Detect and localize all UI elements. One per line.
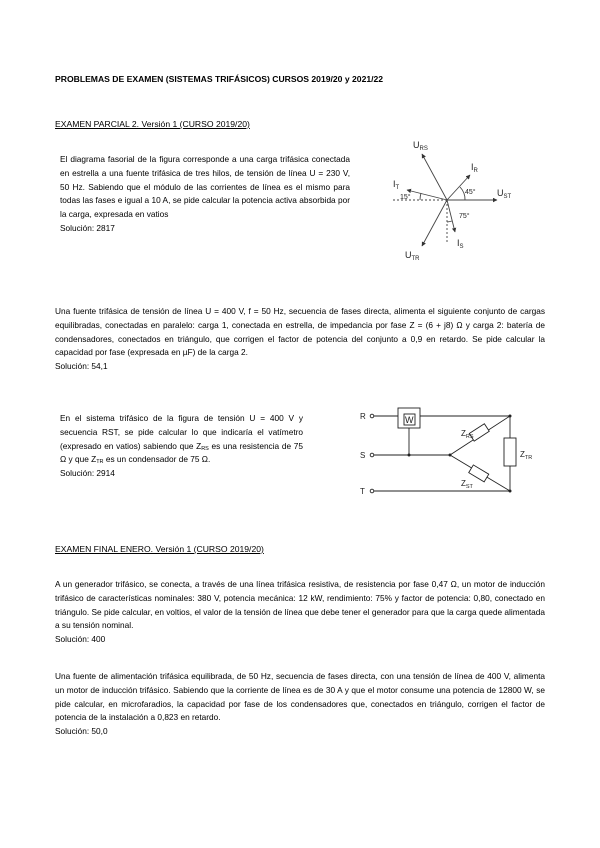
problem-3-text-a: En el sistema trifásico de la figura de tensión U = 400 V y secuencia RST, se pide calcular lo que indicaría el vatímetro (expresado en vatios) sabiendo que Z (60, 413, 303, 451)
problem-2-solution: Solución: 54,1 (55, 361, 108, 372)
phasor-i-t (407, 190, 447, 200)
angle-label-45: 45° (465, 189, 476, 196)
problem-3 (60, 412, 303, 481)
phasor-i-s (447, 200, 455, 232)
phasor-u-rs (422, 154, 447, 200)
section-heading-parcial: EXAMEN PARCIAL 2. Versión 1 (CURSO 2019/20) (55, 119, 250, 129)
problem-1-solution: Solución: 2817 (60, 222, 115, 233)
label-i-s: $I_S$ (457, 238, 464, 250)
label-i-t: $I_T$ (393, 179, 400, 191)
terminal-label-r: R (360, 412, 366, 421)
problem-3-sub-tr: TR (96, 459, 104, 466)
angle-label-15: 15° (400, 194, 411, 201)
angle-arc-15 (420, 193, 421, 200)
problem-3-sub-rs: RS (201, 445, 209, 452)
impedance-z-st (469, 465, 489, 482)
impedance-z-tr (504, 438, 516, 466)
problem-2-text: Una fuente trifásica de tensión de línea U = 400 V, f = 50 Hz, secuencia de fases directa, alimenta el siguiente conjunto de cargas equilibradas, conectadas en paralelo: carga 1, conectada en estrella, de impedancia por fase Z = (6 + j8) Ω y carga 2: batería de condensadores, conectados en triángulo, que corrigen el factor de potencia del conjunto a 0,9 en retardo. Se pide calcular la capacidad por fase (expresada en µF) de la carga 2. (55, 306, 545, 358)
problem-1-text: El diagrama fasorial de la figura corresponde a una carga trifásica conectada en estrella a una fuente trifásica de tres hilos, de tensión de línea U = 230 V, 50 Hz. Sabiendo que el módulo de las corrientes de línea es el mismo para todas las fases e igual a 10 A, se pide calcular la potencia activa absorbida por la carga, expresada en vatios (60, 154, 350, 220)
terminal-label-t: T (360, 487, 365, 496)
section-heading-final: EXAMEN FINAL ENERO. Versión 1 (CURSO 2019/20) (55, 544, 264, 554)
circuit-diagram (358, 404, 533, 504)
problem-2 (55, 305, 545, 374)
label-z-st: $Z_{ST}$ (461, 479, 473, 490)
label-z-rs: $Z_{RS}$ (461, 429, 474, 440)
angle-label-75: 75° (459, 213, 470, 220)
wattmeter-label: W (405, 415, 414, 425)
terminal-label-s: S (360, 451, 366, 460)
problem-5 (55, 670, 545, 739)
phasor-i-r (447, 175, 470, 200)
label-i-r: $I_R$ (471, 162, 478, 174)
problem-4-text: A un generador trifásico, se conecta, a través de una línea trifásica resistiva, de resistencia por fase 0,47 Ω, un motor de inducción trifásico de características nominales: 380 V, potencia mecánica: 12 kW, rendimiento: 75% y factor de potencia: 0,80, conectado en triángulo. Se pide calcular, en voltios, el valor de la tensión de línea que debe tener el generador para que la carga quede alimentada a su tensión nominal. (55, 579, 545, 631)
phasor-diagram (385, 130, 525, 265)
problem-3-text-b: es una resistencia de 75 Ω y que Z (60, 440, 303, 465)
label-u-rs: $U_{RS}$ (413, 140, 428, 152)
label-u-st: $U_{ST}$ (497, 188, 512, 200)
problem-4-solution: Solución: 400 (55, 634, 106, 645)
document-title: PROBLEMAS DE EXAMEN (SISTEMAS TRIFÁSICOS) CURSOS 2019/20 y 2021/22 (55, 74, 384, 84)
problem-5-text: Una fuente de alimentación trifásica equilibrada, de 50 Hz, secuencia de fases directa, con una tensión de línea de 400 V, alimenta un motor de inducción trifásico. Sabiendo que la corriente de línea es de 30 A y que el motor consume una potencia de 12800 W, se pide calcular, en microfaradios, la capacidad por fase de los condensadores que, conectados en triángulo, corrigen el factor de potencia de la instalación a 0,823 en retardo. (55, 671, 545, 723)
problem-3-solution: Solución: 2914 (60, 468, 115, 479)
problem-3-text-c: es un condensador de 75 Ω. (103, 454, 211, 465)
problem-5-solution: Solución: 50,0 (55, 726, 108, 737)
phasor-u-tr (422, 200, 447, 246)
label-u-tr: $U_{TR}$ (405, 250, 420, 262)
angle-arc-75 (447, 221, 452, 222)
label-z-tr: $Z_{TR}$ (520, 450, 533, 461)
problem-1 (60, 153, 350, 236)
problem-4 (55, 578, 545, 647)
